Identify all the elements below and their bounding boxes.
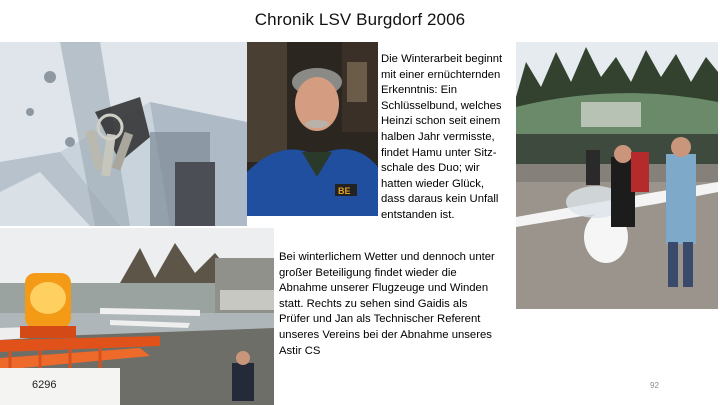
photo-keys-under-seat — [0, 42, 247, 226]
page-number: 92 — [650, 381, 659, 390]
overall-badge-text: BE — [338, 186, 351, 196]
text-keys-story: Die Winterarbeit beginnt mit einer ernüchternden Erkenntnis: Ein Schlüsselbund, welches Heinzi schon seit einem halben Jahr vermisste, findet Hamu unter Sitz- schale des Duo; wir hatten wieder Glück, dass daraus kein Unfall entstanden ist. — [381, 53, 503, 221]
photo-flight-line-beacon — [0, 228, 274, 405]
text-inspection-story: Bei winterlichem Wetter und dennoch unter großer Beteiligung findet wieder die Abnahme unserer Flugzeuge und Winden statt. Rechts zu sehen sind Gaidis als Prüfer und Jan als Technischer Referent unseres Vereins bei der Abnahme unseres Astir CS — [279, 251, 495, 357]
glider-registration-text: 6296 — [32, 379, 57, 391]
photo-glider-inspection — [516, 42, 718, 309]
slide-title: Chronik LSV Burgdorf 2006 — [254, 10, 466, 29]
photo-portrait-heinzi — [247, 42, 378, 216]
